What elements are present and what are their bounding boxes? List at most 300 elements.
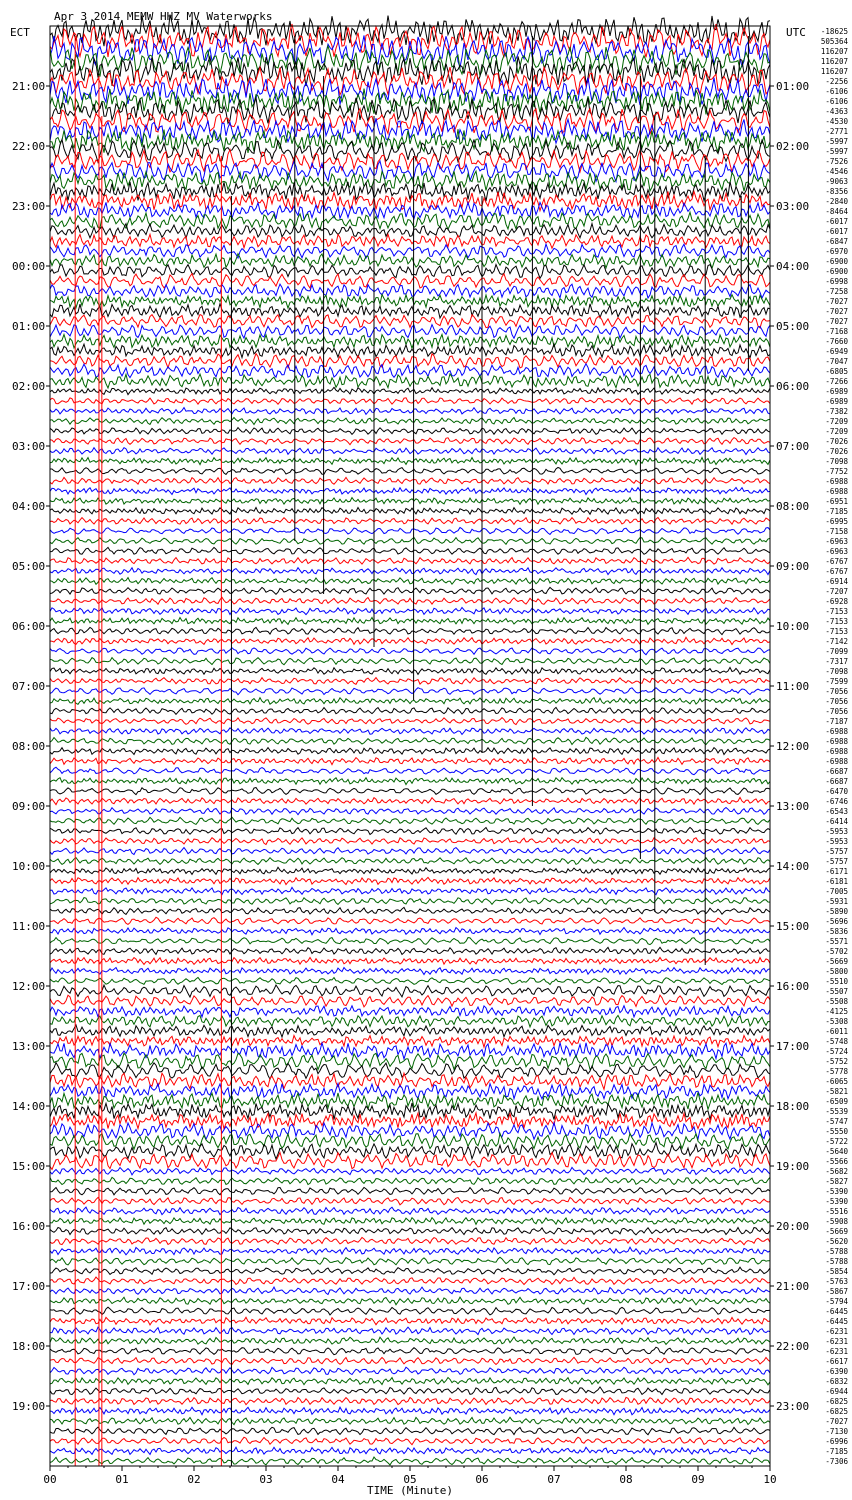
left-hour-label: 08:00 — [12, 740, 46, 753]
trace-offset-label: -5794 — [825, 1297, 848, 1306]
seismic-trace — [50, 1043, 770, 1059]
trace-offset-label: -6989 — [825, 397, 848, 406]
seismic-trace — [50, 817, 770, 824]
trace-offset-label: -7027 — [825, 1417, 848, 1426]
trace-offset-label: -7185 — [825, 507, 848, 516]
seismic-trace — [50, 354, 770, 368]
seismic-trace — [50, 518, 770, 525]
seismic-trace — [50, 335, 770, 349]
trace-offset-label: -7382 — [825, 407, 848, 416]
left-hour-label: 12:00 — [12, 980, 46, 993]
trace-offset-label: -7158 — [825, 527, 848, 536]
seismic-trace — [50, 398, 770, 405]
seismic-trace — [50, 938, 770, 945]
seismic-trace — [50, 1092, 770, 1109]
seismic-trace — [50, 1177, 770, 1184]
seismic-trace — [50, 295, 770, 309]
seismic-trace — [50, 1247, 770, 1255]
trace-offset-label: -7026 — [825, 437, 848, 446]
seismic-trace — [50, 1417, 770, 1424]
seismic-trace — [50, 1207, 770, 1215]
trace-offset-label: -5747 — [825, 1117, 848, 1126]
left-hour-label: 13:00 — [12, 1040, 46, 1053]
trace-offset-label: -5550 — [825, 1127, 848, 1136]
seismic-trace — [50, 1327, 770, 1334]
trace-offset-label: -7209 — [825, 427, 848, 436]
seismic-trace — [50, 757, 770, 764]
trace-offset-label: -7047 — [825, 357, 848, 366]
seismic-trace — [50, 284, 770, 298]
trace-offset-label: -7258 — [825, 287, 848, 296]
trace-offset-label: -6949 — [825, 347, 848, 356]
seismic-trace — [50, 748, 770, 755]
right-hour-label: 21:00 — [776, 1280, 810, 1293]
seismic-trace — [50, 488, 770, 495]
trace-offset-label: -6065 — [825, 1077, 848, 1086]
seismic-trace — [50, 707, 770, 714]
seismic-trace — [50, 927, 770, 934]
trace-offset-label: -5390 — [825, 1187, 848, 1196]
seismic-trace — [50, 827, 770, 834]
seismic-trace — [50, 1133, 770, 1149]
trace-offset-label: -6470 — [825, 787, 848, 796]
seismic-trace — [50, 867, 770, 874]
trace-offset-label: -6900 — [825, 267, 848, 276]
right-hour-label: 16:00 — [776, 980, 810, 993]
trace-offset-label: -5640 — [825, 1147, 848, 1156]
trace-offset-label: -7266 — [825, 377, 848, 386]
seismic-trace — [50, 498, 770, 505]
trace-offset-label: -6390 — [825, 1367, 848, 1376]
trace-offset-label: -6988 — [825, 737, 848, 746]
seismic-trace — [50, 678, 770, 685]
trace-offset-label: -6687 — [825, 777, 848, 786]
trace-offset-label: -7027 — [825, 307, 848, 316]
seismic-trace — [50, 468, 770, 475]
seismic-trace — [50, 438, 770, 445]
right-hour-label: 15:00 — [776, 920, 810, 933]
trace-offset-label: -6414 — [825, 817, 848, 826]
trace-offset-label: -4546 — [825, 167, 848, 176]
seismic-trace — [50, 838, 770, 845]
right-hour-label: 13:00 — [776, 800, 810, 813]
seismic-trace — [50, 877, 770, 884]
x-tick-label: 10 — [763, 1473, 777, 1486]
seismic-trace — [50, 778, 770, 785]
trace-offset-label: -7526 — [825, 157, 848, 166]
seismic-trace — [50, 788, 770, 795]
seismic-trace — [50, 985, 770, 997]
left-hour-label: 15:00 — [12, 1160, 46, 1173]
trace-offset-label: -5308 — [825, 1017, 848, 1026]
seismic-trace — [50, 1357, 770, 1364]
trace-offset-label: -4125 — [825, 1007, 848, 1016]
x-tick-label: 09 — [691, 1473, 705, 1486]
x-tick-label: 04 — [331, 1473, 345, 1486]
seismic-trace — [50, 688, 770, 695]
seismic-trace — [50, 1397, 770, 1404]
trace-offset-label: -5867 — [825, 1287, 848, 1296]
seismic-trace — [50, 1457, 770, 1465]
trace-offset-label: -5669 — [825, 1227, 848, 1236]
trace-offset-label: -6847 — [825, 237, 848, 246]
trace-offset-label: -6011 — [825, 1027, 848, 1036]
seismic-trace — [50, 428, 770, 435]
left-hour-label: 14:00 — [12, 1100, 46, 1113]
seismic-trace — [50, 658, 770, 665]
trace-offset-label: 116207 — [820, 57, 848, 66]
trace-offset-label: -6988 — [825, 747, 848, 756]
seismic-trace — [50, 1167, 770, 1175]
trace-offset-label: -2771 — [825, 127, 848, 136]
trace-offset-label: -5788 — [825, 1257, 848, 1266]
trace-offset-label: -6543 — [825, 807, 848, 816]
seismic-trace — [50, 1073, 770, 1089]
trace-offset-label: -7098 — [825, 667, 848, 676]
right-hour-label: 11:00 — [776, 680, 810, 693]
right-hour-label: 23:00 — [776, 1400, 810, 1413]
trace-offset-label: -5953 — [825, 837, 848, 846]
left-hour-label: 11:00 — [12, 920, 46, 933]
left-hour-label: 10:00 — [12, 860, 46, 873]
seismic-trace — [50, 797, 770, 804]
trace-offset-label: -6825 — [825, 1397, 848, 1406]
trace-offset-label: -5854 — [825, 1267, 848, 1276]
trace-offset-label: -6231 — [825, 1347, 848, 1356]
trace-offset-label: -5539 — [825, 1107, 848, 1116]
x-tick-label: 00 — [43, 1473, 57, 1486]
trace-offset-label: -5908 — [825, 1217, 848, 1226]
trace-offset-label: -6746 — [825, 797, 848, 806]
right-hour-label: 06:00 — [776, 380, 810, 393]
seismic-trace — [50, 667, 770, 674]
trace-offset-label: -5757 — [825, 847, 848, 856]
trace-offset-label: -2256 — [825, 77, 848, 86]
left-zone-label: ECT — [10, 26, 30, 39]
left-hour-label: 18:00 — [12, 1340, 46, 1353]
seismic-trace — [50, 547, 770, 554]
seismic-trace — [50, 1187, 770, 1194]
seismic-trace — [50, 1367, 770, 1375]
seismic-trace — [50, 557, 770, 564]
trace-offset-label: 116207 — [820, 47, 848, 56]
trace-offset-label: -5669 — [825, 957, 848, 966]
trace-offset-label: -6998 — [825, 277, 848, 286]
seismic-trace — [50, 858, 770, 865]
trace-offset-label: -6914 — [825, 577, 848, 586]
left-hour-label: 04:00 — [12, 500, 46, 513]
trace-offset-label: -6687 — [825, 767, 848, 776]
seismic-trace — [50, 917, 770, 924]
trace-offset-label: -6171 — [825, 867, 848, 876]
trace-offset-label: -6231 — [825, 1337, 848, 1346]
trace-offset-label: -5571 — [825, 937, 848, 946]
seismic-trace — [50, 315, 770, 328]
trace-offset-label: -5724 — [825, 1047, 848, 1056]
chart-title: Apr 3 2014 MEMW HHZ MV Waterworks — [54, 10, 273, 23]
seismic-trace — [50, 847, 770, 854]
seismic-trace — [50, 1053, 770, 1069]
left-hour-label: 05:00 — [12, 560, 46, 573]
seismic-trace — [50, 717, 770, 724]
trace-offset-label: -5390 — [825, 1197, 848, 1206]
trace-offset-label: -4363 — [825, 107, 848, 116]
trace-offset-label: -6509 — [825, 1097, 848, 1106]
trace-offset-label: -6767 — [825, 557, 848, 566]
right-hour-label: 05:00 — [776, 320, 810, 333]
right-hour-label: 04:00 — [776, 260, 810, 273]
left-hour-label: 07:00 — [12, 680, 46, 693]
seismic-trace — [50, 637, 770, 644]
trace-offset-label: -5696 — [825, 917, 848, 926]
trace-offset-label: -7153 — [825, 617, 848, 626]
x-tick-label: 01 — [115, 1473, 129, 1486]
trace-offset-label: -6106 — [825, 87, 848, 96]
seismic-trace — [50, 587, 770, 594]
trace-offset-label: -7027 — [825, 297, 848, 306]
seismic-trace — [50, 374, 770, 388]
right-hour-label: 20:00 — [776, 1220, 810, 1233]
seismic-trace — [50, 387, 770, 394]
seismic-trace — [50, 617, 770, 624]
trace-offset-label: -5752 — [825, 1057, 848, 1066]
right-hour-label: 17:00 — [776, 1040, 810, 1053]
trace-offset-label: 116207 — [820, 67, 848, 76]
trace-offset-label: -5508 — [825, 997, 848, 1006]
seismic-trace — [50, 947, 770, 954]
right-hour-label: 08:00 — [776, 500, 810, 513]
trace-offset-label: -7153 — [825, 607, 848, 616]
right-hour-label: 22:00 — [776, 1340, 810, 1353]
trace-offset-label: -6832 — [825, 1377, 848, 1386]
trace-offset-label: -6106 — [825, 97, 848, 106]
right-hour-label: 12:00 — [776, 740, 810, 753]
right-hour-label: 09:00 — [776, 560, 810, 573]
seismic-trace — [50, 1015, 770, 1027]
trace-offset-label: -6996 — [825, 1437, 848, 1446]
trace-offset-label: -6963 — [825, 547, 848, 556]
left-hour-label: 00:00 — [12, 260, 46, 273]
x-tick-label: 07 — [547, 1473, 561, 1486]
trace-offset-label: -7099 — [825, 647, 848, 656]
left-hour-label: 21:00 — [12, 80, 46, 93]
trace-offset-label: -7599 — [825, 677, 848, 686]
trace-offset-label: -5507 — [825, 987, 848, 996]
trace-offset-label: -7056 — [825, 687, 848, 696]
seismic-trace — [50, 698, 770, 705]
seismic-trace — [50, 1228, 770, 1235]
seismic-trace — [50, 1218, 770, 1225]
left-hour-label: 02:00 — [12, 380, 46, 393]
seismic-trace — [50, 1347, 770, 1355]
right-hour-label: 02:00 — [776, 140, 810, 153]
seismic-trace — [50, 767, 770, 774]
left-hour-label: 17:00 — [12, 1280, 46, 1293]
seismic-trace — [50, 648, 770, 655]
seismic-trace — [50, 304, 770, 318]
trace-offset-label: -5620 — [825, 1237, 848, 1246]
seismic-trace — [50, 578, 770, 585]
seismic-trace — [50, 995, 770, 1007]
trace-offset-label: -7027 — [825, 317, 848, 326]
seismic-trace — [50, 1287, 770, 1294]
trace-offset-label: -6445 — [825, 1317, 848, 1326]
seismic-trace — [50, 538, 770, 545]
trace-offset-label: -6617 — [825, 1357, 848, 1366]
trace-offset-label: -6988 — [825, 757, 848, 766]
seismic-trace — [50, 968, 770, 975]
trace-offset-label: -6825 — [825, 1407, 848, 1416]
seismic-trace — [50, 418, 770, 425]
seismic-trace — [50, 1267, 770, 1275]
right-hour-label: 18:00 — [776, 1100, 810, 1113]
trace-offset-label: -9063 — [825, 177, 848, 186]
trace-offset-label: -6988 — [825, 477, 848, 486]
trace-offset-label: -6963 — [825, 537, 848, 546]
seismic-trace — [50, 608, 770, 615]
seismic-trace — [50, 508, 770, 515]
seismic-trace — [50, 958, 770, 965]
trace-offset-label: -6995 — [825, 517, 848, 526]
trace-offset-label: -5763 — [825, 1277, 848, 1286]
trace-offset-label: -7209 — [825, 417, 848, 426]
seismic-trace — [50, 1297, 770, 1305]
seismic-trace — [50, 1317, 770, 1325]
seismic-trace — [50, 1238, 770, 1245]
left-hour-label: 06:00 — [12, 620, 46, 633]
trace-offset-label: -6017 — [825, 227, 848, 236]
right-hour-label: 03:00 — [776, 200, 810, 213]
seismic-trace — [50, 202, 770, 219]
trace-offset-label: -6970 — [825, 247, 848, 256]
seismic-trace — [50, 1447, 770, 1454]
trace-offset-label: -7752 — [825, 467, 848, 476]
right-hour-label: 10:00 — [776, 620, 810, 633]
seismic-trace — [50, 1337, 770, 1344]
seismic-trace — [50, 1407, 770, 1415]
seismic-trace — [50, 728, 770, 735]
seismic-trace — [50, 808, 770, 815]
seismic-trace — [50, 528, 770, 535]
trace-offset-label: -7130 — [825, 1427, 848, 1436]
seismic-trace — [50, 1113, 770, 1129]
left-hour-label: 23:00 — [12, 200, 46, 213]
trace-offset-label: -5997 — [825, 137, 848, 146]
seismic-trace — [50, 408, 770, 415]
seismic-trace — [50, 1387, 770, 1395]
trace-offset-label: -7168 — [825, 327, 848, 336]
trace-offset-label: -5682 — [825, 1167, 848, 1176]
trace-group — [50, 15, 770, 1466]
trace-offset-label: -7026 — [825, 447, 848, 456]
right-zone-label: UTC — [786, 26, 806, 39]
trace-offset-label: -7207 — [825, 587, 848, 596]
trace-offset-label: -7306 — [825, 1457, 848, 1466]
trace-offset-label: -8464 — [825, 207, 848, 216]
seismic-trace — [50, 265, 770, 279]
trace-offset-label: -5890 — [825, 907, 848, 916]
trace-offset-label: -5566 — [825, 1157, 848, 1166]
seismic-trace — [50, 1257, 770, 1265]
seismic-trace — [50, 1277, 770, 1284]
trace-offset-label: -5997 — [825, 147, 848, 156]
seismic-trace — [50, 627, 770, 634]
x-tick-label: 05 — [403, 1473, 417, 1486]
seismic-trace — [50, 364, 770, 378]
trace-offset-label: -7005 — [825, 887, 848, 896]
left-hour-label: 09:00 — [12, 800, 46, 813]
x-tick-label: 03 — [259, 1473, 273, 1486]
trace-offset-label: -7660 — [825, 337, 848, 346]
trace-offset-label: -6988 — [825, 727, 848, 736]
seismic-trace — [50, 1307, 770, 1315]
seismic-trace — [50, 477, 770, 484]
seismic-trace — [50, 978, 770, 985]
trace-offset-label: -5510 — [825, 977, 848, 986]
trace-offset-label: -6951 — [825, 497, 848, 506]
trace-offset-label: -6017 — [825, 217, 848, 226]
trace-offset-label: -5931 — [825, 897, 848, 906]
trace-offset-label: -7056 — [825, 697, 848, 706]
trace-offset-label: -5953 — [825, 827, 848, 836]
right-hour-label: 07:00 — [776, 440, 810, 453]
trace-offset-label: -18625 — [820, 27, 848, 36]
trace-offset-label: -5516 — [825, 1207, 848, 1216]
trace-offset-label: 505364 — [820, 37, 848, 46]
trace-offset-label: -5821 — [825, 1087, 848, 1096]
seismic-trace — [50, 737, 770, 744]
trace-offset-label: -5722 — [825, 1137, 848, 1146]
seismic-trace — [50, 1025, 770, 1037]
trace-offset-label: -7317 — [825, 657, 848, 666]
trace-offset-label: -6900 — [825, 257, 848, 266]
trace-offset-label: -6989 — [825, 387, 848, 396]
trace-offset-label: -6805 — [825, 367, 848, 376]
seismic-trace — [50, 448, 770, 455]
left-hour-label: 16:00 — [12, 1220, 46, 1233]
trace-offset-label: -5827 — [825, 1177, 848, 1186]
left-hour-label: 22:00 — [12, 140, 46, 153]
trace-offset-label: -5702 — [825, 947, 848, 956]
x-tick-label: 02 — [187, 1473, 201, 1486]
seismic-trace — [50, 1437, 770, 1444]
trace-offset-label: -5778 — [825, 1067, 848, 1076]
trace-offset-label: -6944 — [825, 1387, 848, 1396]
trace-offset-label: -6445 — [825, 1307, 848, 1316]
seismic-trace — [50, 1378, 770, 1385]
trace-offset-label: -7187 — [825, 717, 848, 726]
trace-offset-label: -5748 — [825, 1037, 848, 1046]
trace-offset-label: -6988 — [825, 487, 848, 496]
trace-offset-label: -2840 — [825, 197, 848, 206]
seismic-trace — [50, 1152, 770, 1169]
trace-offset-label: -7098 — [825, 457, 848, 466]
left-hour-label: 01:00 — [12, 320, 46, 333]
seismic-trace — [50, 887, 770, 894]
trace-offset-label: -6767 — [825, 567, 848, 576]
trace-offset-label: -8356 — [825, 187, 848, 196]
trace-offset-label: -5800 — [825, 967, 848, 976]
trace-offset-label: -7153 — [825, 627, 848, 636]
x-tick-label: 06 — [475, 1473, 489, 1486]
seismic-trace — [50, 597, 770, 604]
seismic-trace — [50, 1427, 770, 1435]
seismic-trace — [50, 1006, 770, 1017]
trace-offset-label: -6928 — [825, 597, 848, 606]
seismic-trace — [50, 898, 770, 905]
left-hour-label: 03:00 — [12, 440, 46, 453]
trace-offset-label: -6231 — [825, 1327, 848, 1336]
